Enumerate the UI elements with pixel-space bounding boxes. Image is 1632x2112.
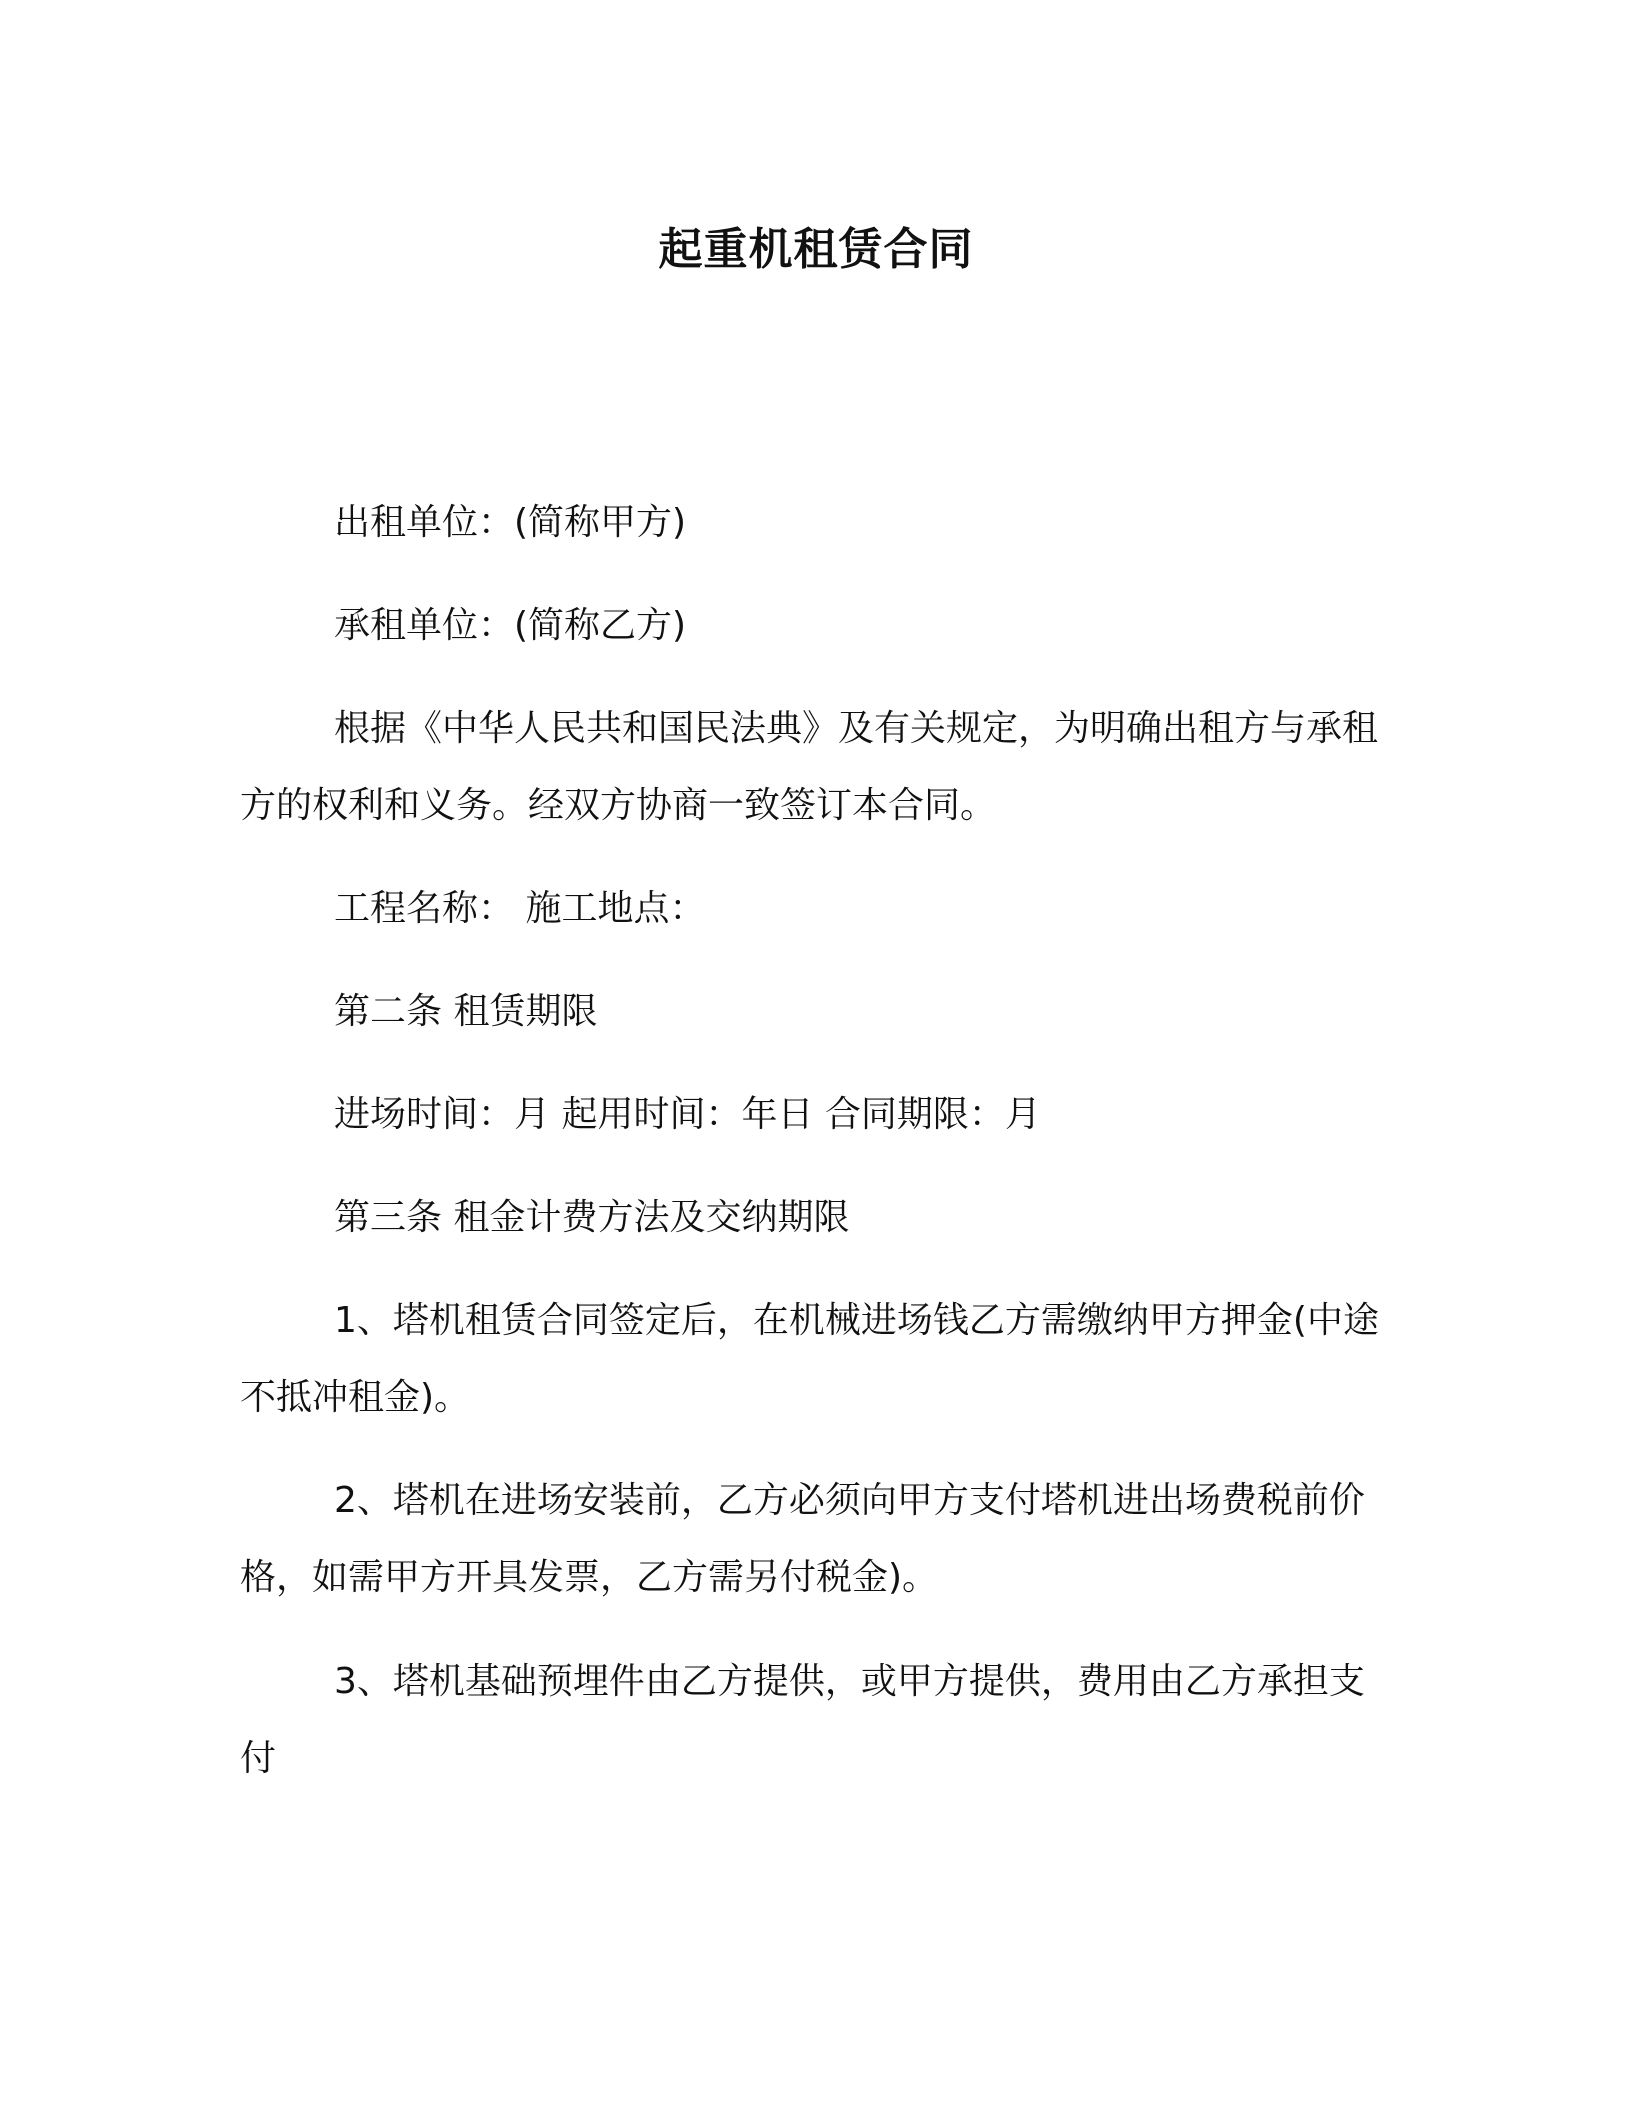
lessee-line: 承租单位：(简称乙方) — [334, 605, 687, 646]
clause-2-paragraph: 2、塔机在进场安装前，乙方必须向甲方支付塔机进出场费税前价格，如需甲方开具发票，乙方需另付税金)。 — [240, 1480, 1365, 1598]
lease-term-line: 进场时间：月 起用时间：年日 合同期限：月 — [334, 1094, 1041, 1135]
article-2-heading: 第二条 租赁期限 — [334, 991, 598, 1032]
preamble-paragraph: 根据《中华人民共和国民法典》及有关规定，为明确出租方与承租方的权利和义务。经双方协商一致签订本合同。 — [240, 708, 1379, 826]
clause-3-paragraph: 3、塔机基础预埋件由乙方提供，或甲方提供，费用由乙方承担支付 — [240, 1661, 1365, 1779]
clause-1-paragraph: 1、塔机租赁合同签定后，在机械进场钱乙方需缴纳甲方押金(中途不抵冲租金)。 — [240, 1300, 1379, 1418]
lessor-line: 出租单位：(简称甲方) — [334, 502, 687, 543]
document-title: 起重机租赁合同 — [658, 224, 974, 275]
article-3-heading: 第三条 租金计费方法及交纳期限 — [334, 1197, 850, 1238]
project-info-line: 工程名称： 施工地点： — [334, 888, 706, 929]
